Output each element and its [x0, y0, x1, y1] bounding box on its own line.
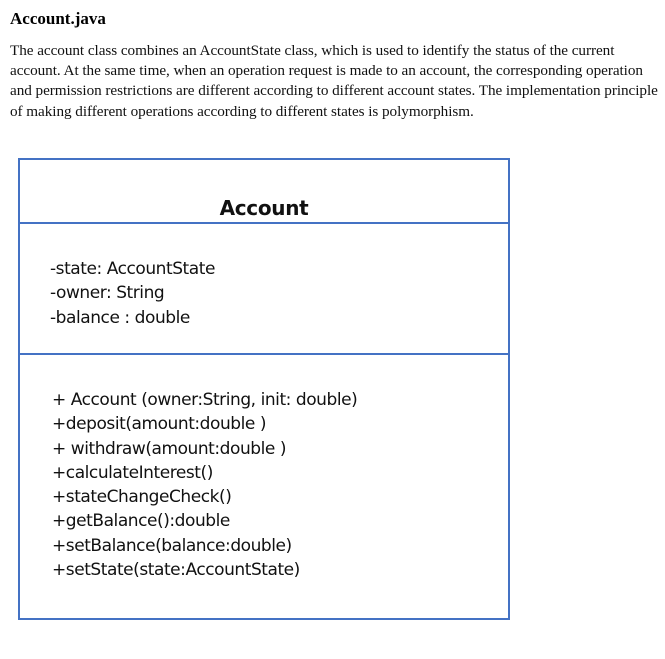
- class-name: Account: [219, 196, 309, 220]
- method-list: [52, 388, 357, 582]
- method-constructor: + Account (owner:String, init: double): [52, 390, 358, 410]
- attribute-state: -state: AccountState: [50, 259, 215, 279]
- method-deposit: +deposit(amount:double ): [52, 414, 267, 435]
- method-set-balance: +setBalance(balance:double): [52, 535, 292, 556]
- method-state-change-check: +stateChangeCheck(): [52, 487, 232, 508]
- methods-compartment: [20, 355, 508, 618]
- method-withdraw: + withdraw(amount:double ): [52, 438, 287, 459]
- method-set-state: +setState(state:AccountState): [52, 560, 300, 581]
- uml-class-diagram: [18, 158, 510, 620]
- page-heading: Account.java: [10, 9, 106, 28]
- attribute-owner: -owner: String: [50, 283, 165, 304]
- attribute-list: [50, 257, 215, 330]
- method-calculate-interest: +calculateInterest(): [52, 462, 213, 483]
- attributes-compartment: [20, 224, 508, 355]
- description-paragraph: The account class combines an AccountState class, which is used to identify the status of the current account. At the same time, when an operation request is made to an account, the corresponding operation and permission restrictions are different according to different account states. The implementation principle of making different operations according to different states is polymorphism.: [10, 42, 658, 120]
- method-get-balance: +getBalance():double: [52, 511, 230, 532]
- class-name-compartment: [20, 160, 508, 224]
- attribute-balance: -balance : double: [50, 307, 190, 328]
